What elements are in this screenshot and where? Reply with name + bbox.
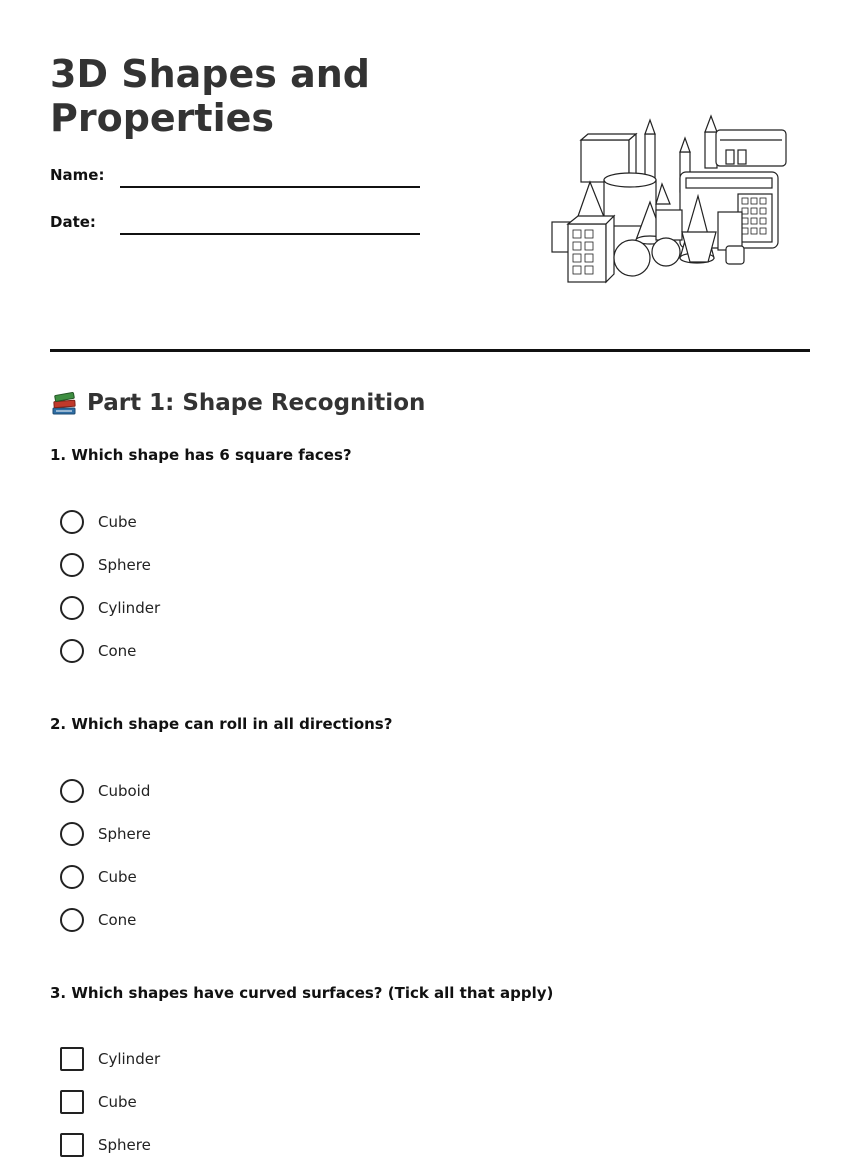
radio-button[interactable] [60,596,84,620]
radio-button[interactable] [60,553,84,577]
option-label: Sphere [98,825,151,843]
question-1: 1. Which shape has 6 square faces? [50,446,352,464]
option-label: Cuboid [98,782,151,800]
q3-option-sphere[interactable] [60,1132,151,1158]
q3-option-cube[interactable] [60,1089,137,1115]
section-heading-text: Part 1: Shape Recognition [87,390,426,416]
section-heading [50,388,425,418]
option-label: Cone [98,642,137,660]
name-field[interactable] [120,186,420,188]
q1-option-cube[interactable] [60,509,137,535]
radio-button[interactable] [60,822,84,846]
date-label: Date: [50,213,96,231]
radio-button[interactable] [60,779,84,803]
books-icon [50,389,78,417]
checkbox[interactable] [60,1047,84,1071]
q2-option-sphere[interactable] [60,821,151,847]
q3-option-cylinder[interactable] [60,1046,160,1072]
option-label: Cylinder [98,1050,161,1068]
q2-option-cone[interactable] [60,907,136,933]
option-label: Sphere [98,556,151,574]
checkbox[interactable] [60,1090,84,1114]
radio-button[interactable] [60,639,84,663]
q2-option-cube[interactable] [60,864,137,890]
option-label: Sphere [98,1136,151,1154]
option-label: Cube [98,513,137,531]
option-label: Cube [98,1093,137,1111]
option-label: Cylinder [98,599,161,617]
name-label: Name: [50,166,105,184]
option-label: Cone [98,911,137,929]
page-title: 3D Shapes and Properties [50,52,370,140]
q1-option-sphere[interactable] [60,552,151,578]
question-3: 3. Which shapes have curved surfaces? (Tick all that apply) [50,984,554,1002]
section-divider [50,349,810,352]
option-label: Cube [98,868,137,886]
radio-button[interactable] [60,510,84,534]
3d-shapes-illustration [548,112,788,287]
checkbox[interactable] [60,1133,84,1157]
question-2: 2. Which shape can roll in all directions? [50,715,393,733]
q1-option-cylinder[interactable] [60,595,160,621]
radio-button[interactable] [60,865,84,889]
q1-option-cone[interactable] [60,638,136,664]
radio-button[interactable] [60,908,84,932]
date-field[interactable] [120,233,420,235]
q2-option-cuboid[interactable] [60,778,150,804]
